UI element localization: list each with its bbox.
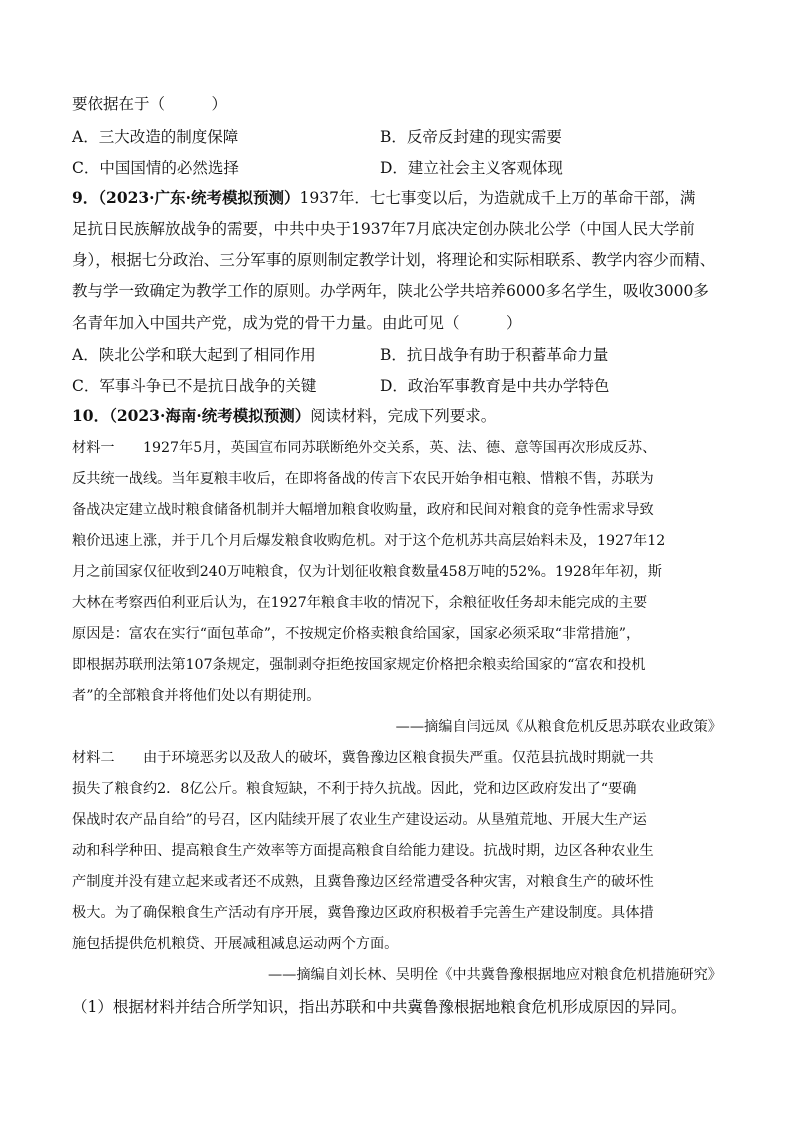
- material1-line: 反共统一战线。当年夏粮丰收后，在即将备战的传言下农民开始争相屯粮、惜粮不售，苏联为: [72, 471, 654, 487]
- material1-line: 大林在考察西伯利亚后认为，在1927年粮食丰收的情况下，余粮征收任务却未能完成的主要: [72, 595, 648, 611]
- material1-line: 备战决定建立战时粮食储备机制并大幅增加粮食收购量，政府和民间对粮食的竞争性需求导致: [72, 502, 654, 518]
- q10-prompt: 阅读材料，完成下列要求。: [310, 407, 497, 425]
- material2-line: 材料二 由于环境恶劣以及敌人的破坏，冀鲁豫边区粮食损失严重。仅范县抗战时期就一共: [72, 750, 654, 766]
- q8-stem-tail: 要依据在于（ ）: [72, 95, 228, 113]
- q9-text-line: 足抗日民族解放战争的需要，中共中央于1937年7月底决定创办陕北公学（中国人民大学前: [72, 220, 695, 238]
- q9-text-line: 名青年加入中国共产党，成为党的骨干力量。由此可见（ ）: [72, 314, 522, 332]
- q9-source: （2023·广东·统考模拟预测）: [98, 188, 300, 207]
- q9-option-d: D．政治军事教育是中共办学特色: [380, 377, 610, 395]
- q9-number: 9．: [72, 188, 99, 207]
- q9-option-c: C．军事斗争已不是抗日战争的关键: [72, 377, 317, 395]
- q8-option-d: D．建立社会主义客观体现: [380, 159, 563, 177]
- q10-number: 10．: [72, 406, 110, 425]
- material2-line: 损失了粮食约2．8亿公斤。粮食短缺，不利于持久抗战。因此，党和边区政府发出了“要确: [72, 781, 637, 797]
- q9-text-line: 身），根据七分政治、三分军事的原则制定教学计划，将理论和实际相联系、教学内容少而精、: [72, 251, 716, 269]
- material1-line: 原因是：富农在实行“面包革命”，不按规定价格卖粮食给国家，国家必须采取“非常措施”，: [72, 626, 641, 642]
- material1-line: 粮价迅速上涨，并于几个月后爆发粮食收购危机。对于这个危机苏共高层始料未及，1927年12: [72, 533, 666, 549]
- material2-source: ——摘编自刘长林、吴明佺《中共冀鲁豫根据地应对粮食危机措施研究》: [267, 967, 722, 983]
- material1-line: 者”的全部粮食并将他们处以有期徒刑。: [72, 688, 321, 704]
- q8-option-a: A．三大改造的制度保障: [72, 128, 239, 146]
- q8-option-c: C．中国国情的必然选择: [72, 159, 239, 177]
- q10-source: （2023·海南·统考模拟预测）: [109, 406, 311, 425]
- material2-line: 保战时农产品自给”的号召，区内陆续开展了农业生产建设运动。从垦殖荒地、开展大生产运: [72, 812, 647, 828]
- material2-line: 施包括提供危机粮贷、开展减租减息运动两个方面。: [72, 936, 399, 952]
- q9-option-a: A．陕北公学和联大起到了相同作用: [72, 346, 316, 364]
- q9-text-line: 教与学一致确定为教学工作的原则。办学两年，陕北公学共培养6000多名学生，吸收3000多: [72, 282, 709, 300]
- material2-line: 动和科学种田、提高粮食生产效率等方面提高粮食自给能力建设。抗战时期，边区各种农业生: [72, 843, 654, 859]
- material1-line: 月之前国家仅征收到240万吨粮食，仅为计划征收粮食数量458万吨的52%。1928年年初，斯: [72, 564, 662, 580]
- material1-line: 材料一 1927年5月，英国宣布同苏联断绝外交关系，英、法、德、意等国再次形成反苏、: [72, 440, 657, 456]
- q9-text-line: 1937年．七七事变以后，为造就成千上万的革命干部，满: [299, 189, 696, 207]
- q8-option-b: B．反帝反封建的现实需要: [380, 128, 562, 146]
- q9-first-line: [72, 188, 695, 208]
- material1-source: ——摘编自闫远凤《从粮食危机反思苏联农业政策》: [395, 719, 722, 735]
- material2-line: 产制度并没有建立起来或者还不成熟，且冀鲁豫边区经常遭受各种灾害，对粮食生产的破坏性: [72, 874, 654, 890]
- material1-line: 即根据苏联刑法第107条规定，强制剥夺拒绝按国家规定价格把余粮卖给国家的“富农和投机: [72, 657, 646, 673]
- q9-option-b: B．抗日战争有助于积蓄革命力量: [380, 346, 609, 364]
- material2-line: 极大。为了确保粮食生产活动有序开展，冀鲁豫边区政府积极着手完善生产建设制度。具体措: [72, 905, 654, 921]
- q10-first-line: [72, 406, 496, 426]
- q10-subquestion-1: （1）根据材料并结合所学知识，指出苏联和中共冀鲁豫根据地粮食危机形成原因的异同。: [72, 998, 687, 1016]
